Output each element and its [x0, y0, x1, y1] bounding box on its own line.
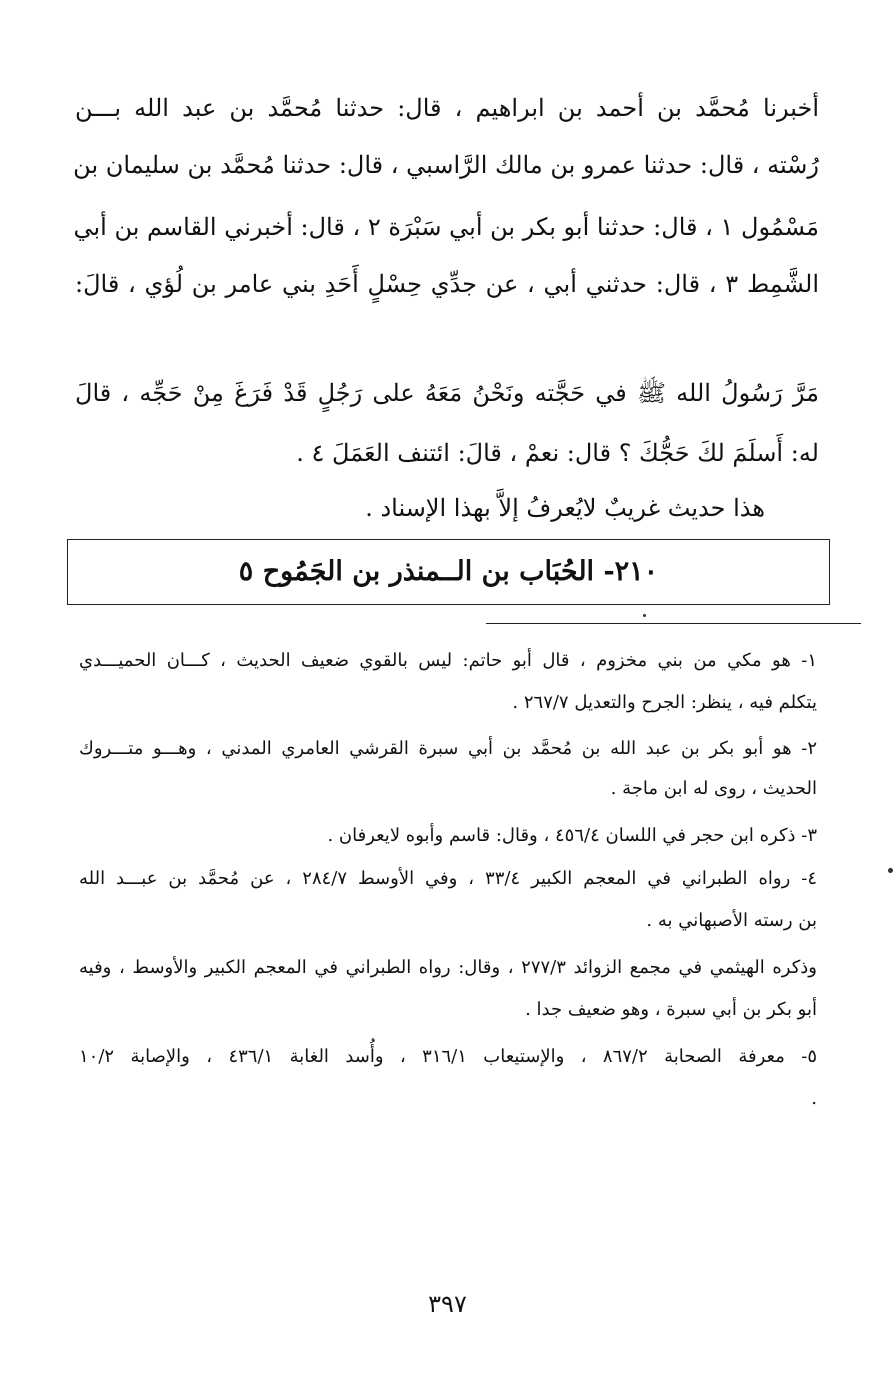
- section-title-box: [67, 539, 830, 605]
- hadith-remark: هذا حديث غريبٌ لايُعرفُ إلاَّ بهذا الإسناد .: [365, 494, 765, 522]
- footnote-line: الحديث ، روى له ابن ماجة .: [610, 778, 817, 799]
- footnote-line: بن رسته الأصبهاني به .: [646, 910, 817, 931]
- margin-mark: [888, 868, 893, 873]
- hadith-text-line: مَرَّ رَسُولُ الله ﷺ في حَجَّته ونَحْنُ مَعَهُ على رَجُلٍ قَدْ فَرَغَ مِنْ حَجِّه ، قالَ: [75, 379, 819, 407]
- footnote-line: أبو بكر بن أبي سبرة ، وهو ضعيف جدا .: [525, 999, 817, 1020]
- footnote-separator: [486, 623, 861, 624]
- speck-mark: [643, 614, 646, 617]
- footnote-line: يتكلم فيه ، ينظر: الجرح والتعديل ٢٦٧/٧ .: [512, 692, 817, 713]
- footnote-line: ١- هو مكي من بني مخزوم ، قال أبو حاتم: ليس بالقوي ضعيف الحديث ، كـــان الحميـــدي: [79, 650, 817, 671]
- footnote-line: ٣- ذكره ابن حجر في اللسان ٤٥٦/٤ ، وقال: قاسم وأبوه لايعرفان .: [327, 825, 817, 846]
- main-text-line: مَسْمُول ١ ، قال: حدثنا أبو بكر بن أبي سَبْرَة ٢ ، قال: أخبرني القاسم بن أبي: [73, 213, 819, 241]
- page-number: ٣٩٧: [428, 1290, 467, 1318]
- footnote-line: ٢- هو أبو بكر بن عبد الله بن مُحمَّد بن أبي سبرة القرشي العامري المدني ، وهـــو متـــروك: [79, 738, 817, 759]
- main-text-line: رُسْته ، قال: حدثنا عمرو بن مالك الرَّاسبي ، قال: حدثنا مُحمَّد بن سليمان بن: [73, 151, 819, 179]
- main-text-line: الشَّمِط ٣ ، قال: حدثني أبي ، عن جدِّي حِسْلٍ أَحَدِ بني عامر بن لُؤي ، قالَ:: [75, 270, 819, 298]
- footnote-line: .: [811, 1088, 817, 1109]
- hadith-text-line: له: أَسلَمَ لكَ حَجُّكَ ؟ قال: نعمْ ، قالَ: ائتنف العَمَلَ ٤ .: [296, 439, 819, 467]
- section-title: ٢١٠- الحُبَاب بن الــمنذر بن الجَمُوح ٥: [238, 556, 659, 587]
- main-text-line: أخبرنا مُحمَّد بن أحمد بن ابراهيم ، قال: حدثنا مُحمَّد بن عبد الله بـــن: [75, 94, 819, 122]
- footnote-line: ٥- معرفة الصحابة ٨٦٧/٢ ، والإستيعاب ٣١٦/١ ، وأُسد الغابة ٤٣٦/١ ، والإصابة ١٠/٢: [79, 1046, 817, 1067]
- footnote-line: وذكره الهيثمي في مجمع الزوائد ٢٧٧/٣ ، وقال: رواه الطبراني في المعجم الكبير والأوسط ، وفيه: [79, 957, 818, 978]
- footnote-line: ٤- رواه الطبراني في المعجم الكبير ٣٣/٤ ، وفي الأوسط ٢٨٤/٧ ، عن مُحمَّد بن عبـــد الله: [79, 868, 817, 889]
